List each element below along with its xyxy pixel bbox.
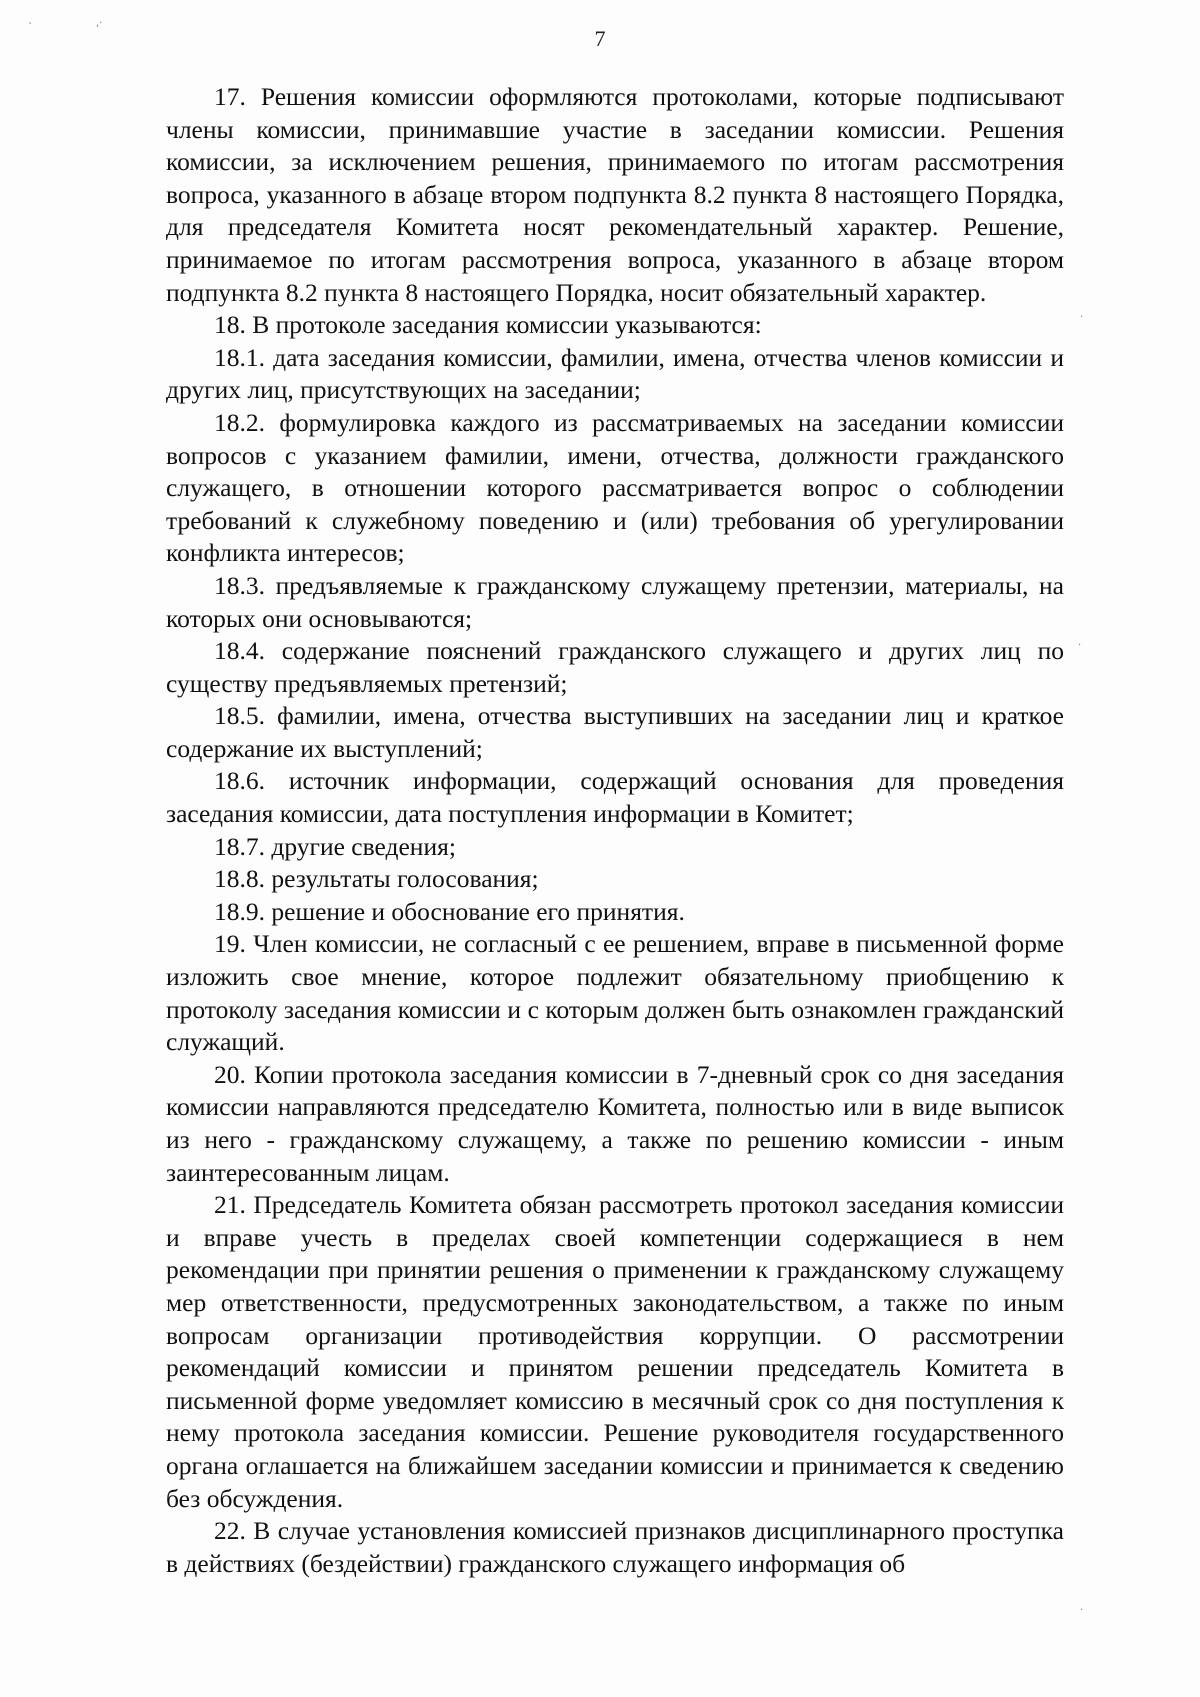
paragraph-18-6: 18.6. источник информации, содержащий основания для проведения заседания комиссии, дата поступления информации в Комитет; [166, 766, 1064, 829]
paragraph-20: 20. Копии протокола заседания комиссии в 7-дневный срок со дня заседания комиссии направляются председателю Комитета, полностью или в виде выписок из него - гражданскому служащему, а также по решению комиссии - иным заинтересованным лицам. [166, 1059, 1064, 1187]
paragraph-18-1: 18.1. дата заседания комиссии, фамилии, имена, отчества членов комиссии и других лиц, присутствующих на заседании; [166, 342, 1064, 405]
scan-speck: · [1078, 640, 1082, 651]
scan-speck: ` [28, 22, 33, 33]
page-number: 7 [594, 26, 606, 51]
scan-speck: ,· [96, 18, 103, 29]
paragraph-18-5: 18.5. фамилии, имена, отчества выступивших на заседании лиц и краткое содержание их выступлений; [166, 701, 1064, 763]
paragraph-18-4: 18.4. содержание пояснений гражданского служащего и других лиц по существу предъявляемых претензий; [166, 636, 1064, 698]
paragraph-18-8: 18.8. результаты голосования; [214, 864, 539, 894]
paragraph-18-7: 18.7. другие сведения; [214, 831, 456, 861]
paragraph-17: 17. Решения комиссии оформляются протоколами, которые подписывают члены комиссии, принимавшие участие в заседании комиссии. Решения комиссии, за исключением решения, принимаемого по итогам рассмотрения вопроса, указанного в абзаце втором подпункта 8.2 пункта 8 настоящего Порядка, для председателя Комитета носят рекомендательный характер. Решение, принимаемое по итогам рассмотрения вопроса, указанного в абзаце втором подпункта 8.2 пункта 8 настоящего Порядка, носит обязательный характер. [166, 82, 1064, 307]
paragraph-18: 18. В протоколе заседания комиссии указываются: [214, 310, 762, 340]
paragraph-22: 22. В случае установления комиссией признаков дисциплинарного проступка в действиях (бездействии) гражданского служащего информация об [166, 1516, 1064, 1578]
paragraph-18-3: 18.3. предъявляемые к гражданскому служащему претензии, материалы, на которых они основываются; [166, 570, 1064, 633]
document-body [166, 81, 1064, 1580]
paragraph-18-2: 18.2. формулировка каждого из рассматриваемых на заседании комиссии вопросов с указанием фамилии, имени, отчества, должности гражданского служащего, в отношении которого рассматривается вопрос о соблюдении требований к служебному поведению и (или) требования об урегулировании конфликта интересов; [166, 407, 1064, 568]
paragraph-19: 19. Член комиссии, не согласный с ее решением, вправе в письменной форме изложить свое мнение, которое подлежит обязательному приобщению к протоколу заседания комиссии и с которым должен быть ознакомлен гражданский служащий. [166, 929, 1064, 1057]
paragraph-18-9: 18.9. решение и обоснование его принятия. [214, 896, 685, 926]
scan-speck: · [1080, 312, 1084, 323]
paragraph-21: 21. Председатель Комитета обязан рассмотреть протокол заседания комиссии и вправе учесть в пределах своей компетенции содержащиеся в нем рекомендации при принятии решения о применении к гражданскому служащему мер ответственности, предусмотренных законодательством, а также по иным вопросам организации противодействия коррупции. О рассмотрении рекомендаций комиссии и принятом решении председатель Комитета в письменной форме уведомляет комиссию в месячный срок со дня поступления к нему протокола заседания комиссии. Решение руководителя государственного органа оглашается на ближайшем заседании комиссии и принимается к сведению без обсуждения. [166, 1190, 1064, 1513]
scan-speck: · [1080, 1605, 1084, 1616]
